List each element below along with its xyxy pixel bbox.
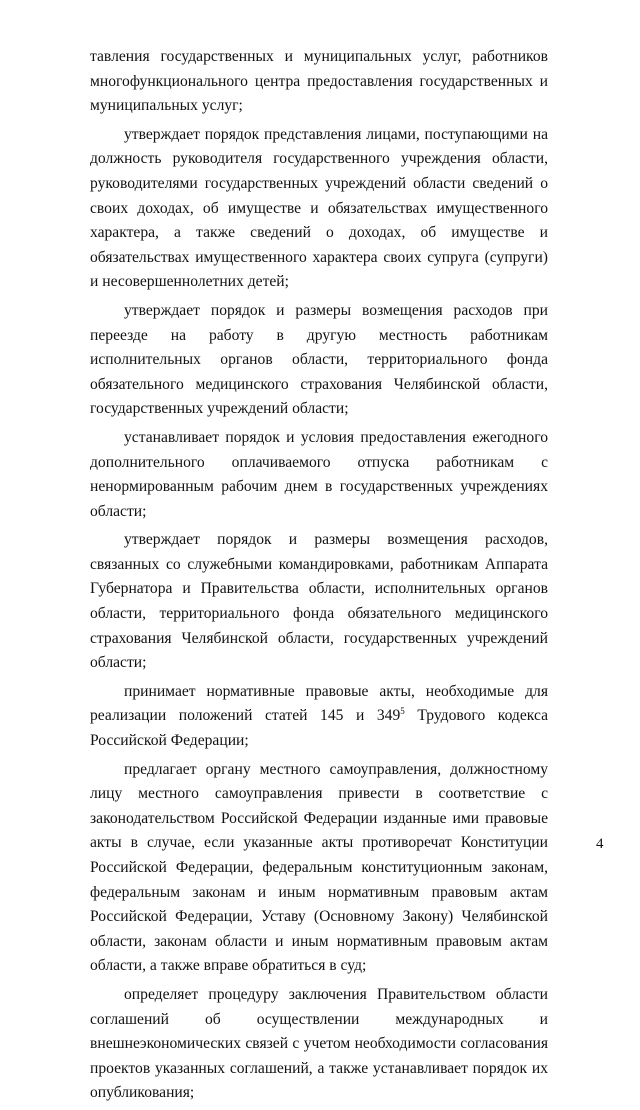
paragraph-labor-code-text: принимает нормативные правовые акты, необходимые для реализации положений статей 145 и 349 <box>90 682 548 725</box>
article-superscript: 5 <box>400 706 405 717</box>
paragraph-labor-code-acts <box>90 680 548 754</box>
paragraph-labor-code-tail: Трудового кодекса Российской Федерации; <box>90 707 548 750</box>
paragraph-continuation: тавления государственных и муниципальных услуг, работников многофункционального центра предоставления государственных и муниципальных услуг; <box>90 48 548 115</box>
paragraph-relocation-expenses: утверждает порядок и размеры возмещения расходов при переезде на работу в другую местность работникам исполнительных органов области, территориального фонда обязательного медицинского страхования Челябинской области, государственных учреждений области; <box>90 301 548 418</box>
paragraph-business-trip-expenses: утверждает порядок и размеры возмещения расходов, связанных со служебными командировками, работникам Аппарата Губернатора и Правительства области, исполнительных органов области, территориального фонда обязательного медицинского страхования Челябинской области, государственных учреждений области; <box>90 531 548 672</box>
document-page-body <box>90 45 548 1110</box>
paragraph-additional-leave: устанавливает порядок и условия предоставления ежегодного дополнительного оплачиваемого отпуска работникам с ненормированным рабочим днем в государственных учреждениях области; <box>90 428 548 520</box>
paragraph-international-agreements: определяет процедуру заключения Правительством области соглашений об осуществлении международных и внешнеэкономических связей с учетом необходимости согласования проектов указанных соглашений, а также устанавливает порядок их опубликования; <box>90 985 548 1102</box>
paragraph-declarations-order: утверждает порядок представления лицами, поступающими на должность руководителя государственного учреждения области, руководителями государственных учреждений области сведений о своих доходах, об имуществе и обязательствах имущественного характера, а также сведений о доходах, об имуществе и обязательствах имущественного характера своих супруга (супруги) и несовершеннолетних детей; <box>90 125 548 291</box>
paragraph-local-government-acts: предлагает органу местного самоуправления, должностному лицу местного самоуправления привести в соответствие с законодательством Российской Федерации изданные ими правовые акты в случае, если указанные акты противоречат Конституции Российской Федерации, федеральным конституционным законам, федеральным законам и иным нормативным правовым актам Российской Федерации, Уставу (Основному Закону) Челябинской области, законам области и иным нормативным правовым актам области, а также вправе обратиться в суд; <box>90 760 548 975</box>
page-number: 4 <box>596 836 604 852</box>
